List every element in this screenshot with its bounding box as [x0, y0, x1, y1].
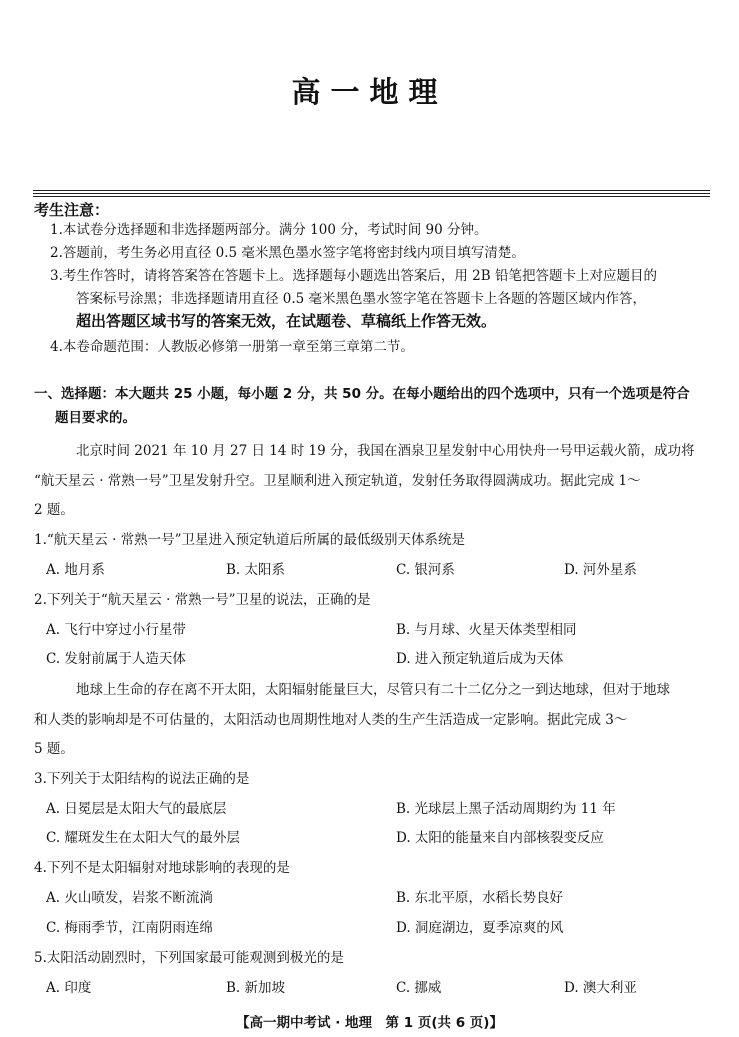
question-3-option-c: C. 耀斑发生在太阳大气的最外层 [46, 830, 240, 846]
notice-item-1: 1.本试卷分选择题和非选择题两部分。满分 100 分，考试时间 90 分钟。 [50, 222, 488, 238]
question-4-stem: 4.下列不是太阳辐射对地球影响的表现的是 [34, 860, 290, 876]
question-2-stem: 2.下列关于“航天星云 · 常熟一号”卫星的说法，正确的是 [34, 592, 371, 608]
notice-title: 考生注意： [34, 201, 110, 219]
question-1-option-a: A. 地月系 [46, 562, 105, 578]
question-5-option-a: A. 印度 [46, 980, 92, 996]
section-heading: 一、选择题：本大题共 25 小题，每小题 2 分，共 50 分。在每小题给出的四个选项中，只有一个选项是符合 [34, 386, 690, 402]
notice-item-3-emphasis: 超出答题区域书写的答案无效，在试题卷、草稿纸上作答无效。 [76, 312, 497, 330]
notice-item-4: 4.本卷命题范围：人教版必修第一册第一章至第三章第二节。 [50, 339, 414, 355]
question-5-option-b: B. 新加坡 [226, 980, 286, 996]
header-rule-top [33, 190, 710, 191]
passage-2-line-3: 5 题。 [34, 741, 74, 757]
question-5-option-d: D. 澳大利亚 [564, 980, 637, 996]
passage-1-line-1: 北京时间 2021 年 10 月 27 日 14 时 19 分，我国在酒泉卫星发射中心用快舟一号甲运载火箭，成功将 [76, 443, 695, 459]
question-2-option-a: A. 飞行中穿过小行星带 [46, 622, 186, 638]
passage-1-line-2: “航天星云 · 常熟一号”卫星发射升空。卫星顺利进入预定轨道，发射任务取得圆满成功。据此完成 1～ [34, 473, 641, 489]
notice-item-2: 2.答题前，考生务必用直径 0.5 毫米黑色墨水签字笔将密封线内项目填写清楚。 [50, 245, 525, 261]
question-3-option-b: B. 光球层上黑子活动周期约为 11 年 [396, 801, 616, 817]
passage-2-line-2: 和人类的影响却是不可估量的，太阳活动也周期性地对人类的生产生活造成一定影响。据此完成 3～ [34, 712, 628, 728]
question-1-option-c: C. 银河系 [396, 562, 455, 578]
question-1-stem: 1.“航天星云 · 常熟一号”卫星进入预定轨道后所属的最低级别天体系统是 [34, 532, 466, 548]
header-rule-middle [33, 193, 710, 194]
question-5-option-c: C. 挪威 [396, 980, 442, 996]
passage-2-line-1: 地球上生命的存在离不开太阳，太阳辐射能量巨大，尽管只有二十二亿分之一到达地球，但对于地球 [76, 682, 670, 698]
notice-item-3-cont: 答案标号涂黑；非选择题请用直径 0.5 毫米黑色墨水签字笔在答题卡上各题的答题区域内作答， [76, 291, 647, 307]
header-rule-bottom [33, 196, 710, 197]
question-2-option-b: B. 与月球、火星天体类型相同 [396, 622, 577, 638]
notice-item-3: 3.考生作答时，请将答案答在答题卡上。选择题每小题选出答案后，用 2B 铅笔把答题卡上对应题目的 [50, 268, 657, 284]
question-1-option-d: D. 河外星系 [564, 562, 637, 578]
question-4-option-d: D. 洞庭湖边，夏季凉爽的风 [396, 920, 564, 936]
question-2-option-d: D. 进入预定轨道后成为天体 [396, 651, 564, 667]
question-4-option-b: B. 东北平原，水稻长势良好 [396, 890, 564, 906]
question-4-option-c: C. 梅雨季节，江南阴雨连绵 [46, 920, 213, 936]
question-3-stem: 3.下列关于太阳结构的说法正确的是 [34, 771, 250, 787]
question-5-stem: 5.太阳活动剧烈时，下列国家最可能观测到极光的是 [34, 950, 344, 966]
question-3-option-a: A. 日冕层是太阳大气的最底层 [46, 801, 227, 817]
question-4-option-a: A. 火山喷发，岩浆不断流淌 [46, 890, 213, 906]
question-3-option-d: D. 太阳的能量来自内部核裂变反应 [396, 830, 604, 846]
section-heading-cont: 题目要求的。 [55, 410, 136, 426]
question-2-option-c: C. 发射前属于人造天体 [46, 651, 186, 667]
question-1-option-b: B. 太阳系 [226, 562, 286, 578]
page-footer: 【高一期中考试 · 地理 第 1 页(共 6 页)】 [236, 1015, 503, 1031]
passage-1-line-3: 2 题。 [34, 502, 74, 518]
page-title: 高一地理 [291, 75, 448, 109]
